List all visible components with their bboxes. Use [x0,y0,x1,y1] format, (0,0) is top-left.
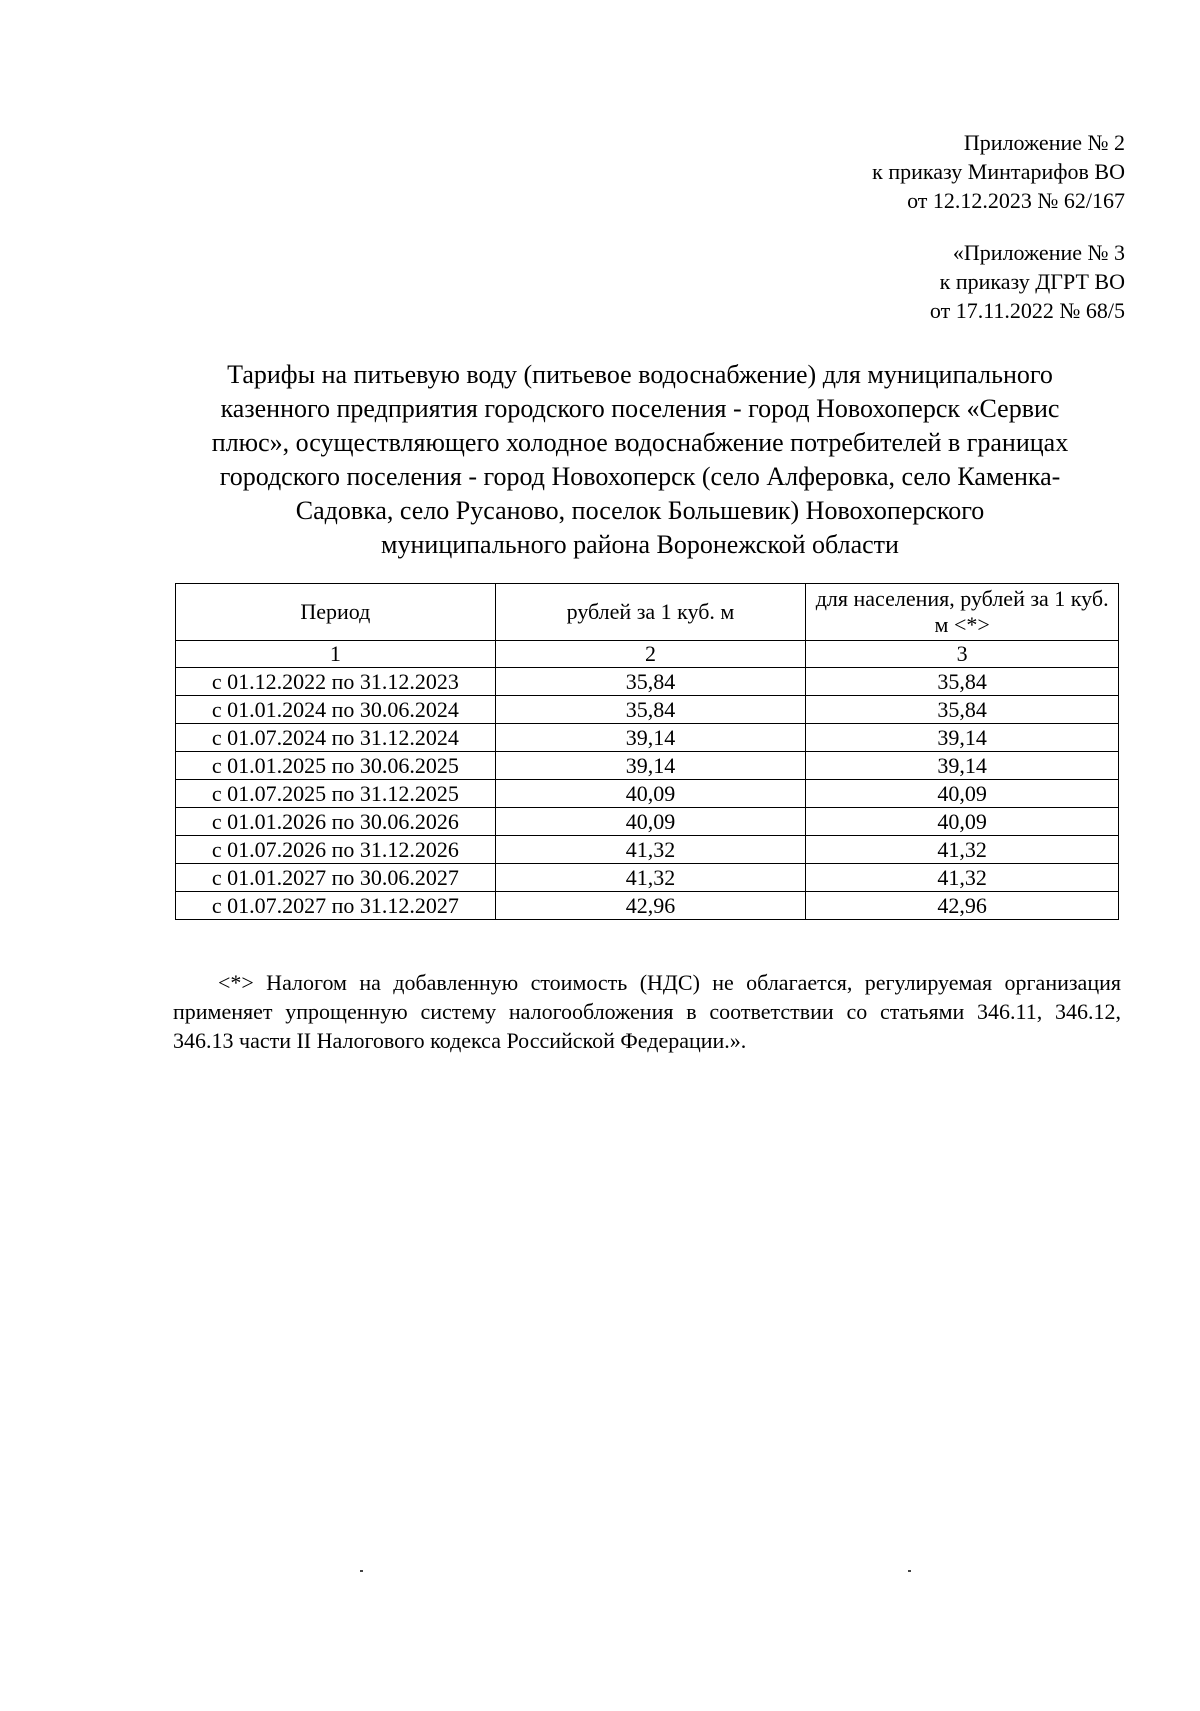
population-rate-cell: 42,96 [806,892,1119,920]
rate-cell: 41,32 [495,836,806,864]
population-rate-cell: 35,84 [806,668,1119,696]
period-cell: с 01.01.2025 по 30.06.2025 [176,752,496,780]
table-row [176,864,1119,892]
rate-cell: 39,14 [495,752,806,780]
table-row [176,668,1119,696]
scan-speck [360,1570,363,1572]
rate-cell: 40,09 [495,808,806,836]
title-line: городского поселения - город Новохоперск (село Алферовка, село Каменка- [219,462,1061,491]
header-rate: рублей за 1 куб. м [495,584,806,641]
document-title [170,358,1110,562]
period-cell: с 01.07.2027 по 31.12.2027 [176,892,496,920]
appendix-line: к приказу Минтарифов ВО [872,159,1125,184]
table-row [176,836,1119,864]
rate-cell: 42,96 [495,892,806,920]
population-rate-cell: 41,32 [806,864,1119,892]
table-row [176,808,1119,836]
population-rate-cell: 35,84 [806,696,1119,724]
period-cell: с 01.07.2025 по 31.12.2025 [176,780,496,808]
footnote: <*> Налогом на добавленную стоимость (НДС) не облагается, регулируемая организация применяет упрощенную систему налогообложения в соответствии со статьями 346.11, 346.12, 346.13 части II Налогового кодекса Российской Федерации.». [173,970,1121,1053]
population-rate-cell: 39,14 [806,752,1119,780]
period-cell: с 01.01.2027 по 30.06.2027 [176,864,496,892]
rate-cell: 35,84 [495,668,806,696]
title-line: казенного предприятия городского поселения - город Новохоперск «Сервис [220,394,1060,423]
period-cell: с 01.01.2026 по 30.06.2026 [176,808,496,836]
rate-cell: 35,84 [495,696,806,724]
column-number: 2 [495,641,806,668]
title-line: муниципального района Воронежской области [381,530,899,559]
table-row [176,752,1119,780]
population-rate-cell: 39,14 [806,724,1119,752]
column-number-row [176,641,1119,668]
period-cell: с 01.01.2024 по 30.06.2024 [176,696,496,724]
appendix-3-reference [930,238,1125,325]
population-rate-cell: 40,09 [806,808,1119,836]
title-line: Садовка, село Русаново, поселок Большевик) Новохоперского [295,496,985,525]
table-row [176,696,1119,724]
column-number: 3 [806,641,1119,668]
header-population-rate: для населения, рублей за 1 куб. м <*> [806,584,1119,641]
appendix-line: к приказу ДГРТ ВО [939,269,1125,294]
table-row [176,724,1119,752]
period-cell: с 01.07.2026 по 31.12.2026 [176,836,496,864]
period-cell: с 01.07.2024 по 31.12.2024 [176,724,496,752]
column-number: 1 [176,641,496,668]
period-cell: с 01.12.2022 по 31.12.2023 [176,668,496,696]
scan-speck [908,1570,911,1572]
tariff-table [175,583,1119,920]
table-header-row [176,584,1119,641]
title-line: Тарифы на питьевую воду (питьевое водоснабжение) для муниципального [227,360,1053,389]
appendix-line: «Приложение № 3 [952,240,1125,265]
rate-cell: 40,09 [495,780,806,808]
header-period: Период [176,584,496,641]
rate-cell: 41,32 [495,864,806,892]
table-row [176,780,1119,808]
rate-cell: 39,14 [495,724,806,752]
title-line: плюс», осуществляющего холодное водоснабжение потребителей в границах [211,428,1069,457]
population-rate-cell: 40,09 [806,780,1119,808]
population-rate-cell: 41,32 [806,836,1119,864]
table-row [176,892,1119,920]
appendix-line: от 12.12.2023 № 62/167 [907,188,1125,213]
appendix-line: Приложение № 2 [963,130,1125,155]
appendix-line: от 17.11.2022 № 68/5 [929,298,1125,323]
appendix-2-reference [872,128,1125,215]
